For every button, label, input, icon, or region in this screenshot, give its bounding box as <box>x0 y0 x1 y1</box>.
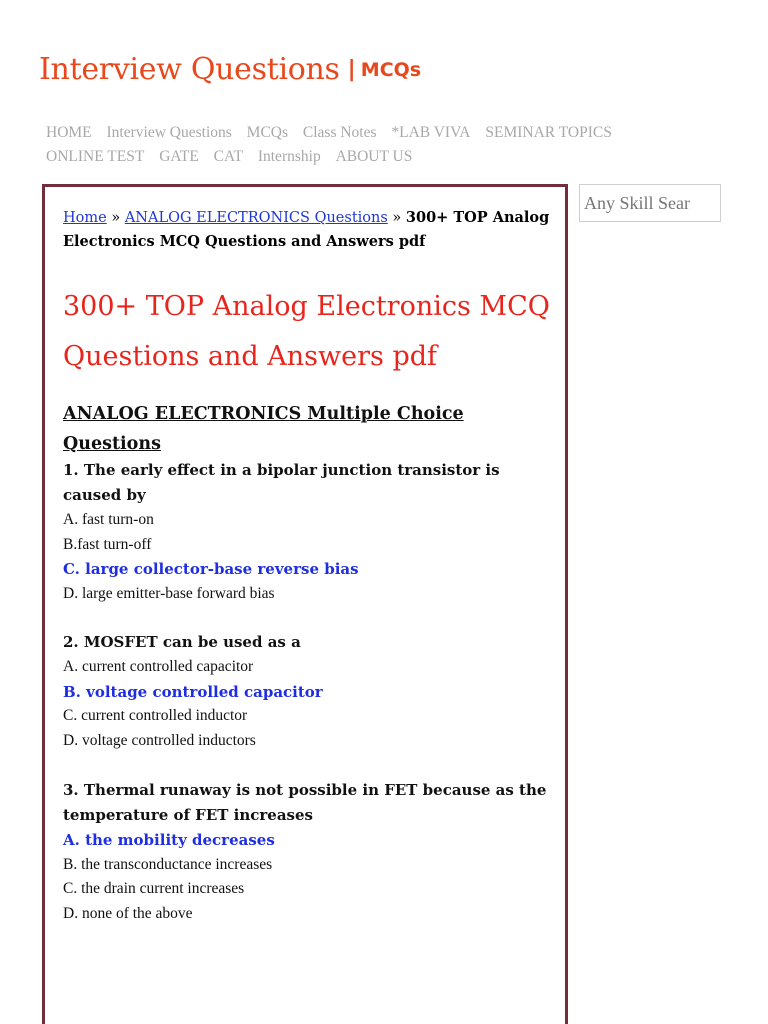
breadcrumb-separator: » <box>387 210 406 226</box>
nav-item-home[interactable]: HOME <box>46 124 92 141</box>
question-text: 3. Thermal runaway is not possible in FET because as the temperature of FET increases <box>63 781 547 824</box>
nav-item-class-notes[interactable]: Class Notes <box>302 124 377 141</box>
nav-item-internship[interactable]: Internship <box>257 148 321 165</box>
nav-item-mcqs[interactable]: MCQs <box>246 124 289 141</box>
page-title: 300+ TOP Analog Electronics MCQ Questions and Answers pdf <box>63 291 550 372</box>
option-c: C. current controlled inductor <box>63 707 248 724</box>
site-tagline: MCQs <box>360 59 422 81</box>
nav-item-seminar-topics[interactable]: SEMINAR TOPICS <box>485 124 612 141</box>
search-input[interactable] <box>579 184 721 222</box>
nav-item-cat[interactable]: CAT <box>213 148 243 165</box>
option-d: D. none of the above <box>63 904 193 922</box>
option-d: D. large emitter-base forward bias <box>63 584 275 602</box>
breadcrumb <box>63 206 553 254</box>
option-a-correct-answer: A. the mobility decreases <box>63 831 275 849</box>
breadcrumb-category-link[interactable]: ANALOG ELECTRONICS Questions <box>124 210 388 226</box>
nav-item-gate[interactable]: GATE <box>159 148 199 165</box>
site-header <box>39 52 421 87</box>
nav-item-online-test[interactable]: ONLINE TEST <box>46 148 145 165</box>
breadcrumb-current: 300+ TOP Analog Electronics MCQ Questions and Answers pdf <box>63 209 550 250</box>
header-separator: | <box>347 57 356 82</box>
question-block-2 <box>63 630 563 753</box>
option-a: A. fast turn-on <box>63 511 154 528</box>
option-b-correct-answer: B. voltage controlled capacitor <box>63 682 323 701</box>
section-heading: ANALOG ELECTRONICS Multiple Choice Questions <box>63 404 464 454</box>
nav-item-about-us[interactable]: ABOUT US <box>335 148 413 165</box>
option-a: A. current controlled capacitor <box>63 658 254 675</box>
article-content <box>42 184 568 1024</box>
site-title-link[interactable]: Interview Questions <box>39 52 340 87</box>
option-b: B.fast turn-off <box>63 535 152 553</box>
option-b: B. the transconductance increases <box>63 855 273 873</box>
breadcrumb-separator: » <box>106 210 125 226</box>
main-nav <box>46 121 686 169</box>
nav-item-interview-questions[interactable]: Interview Questions <box>106 124 232 141</box>
option-d: D. voltage controlled inductors <box>63 731 256 749</box>
question-block-1 <box>63 458 563 606</box>
nav-item-lab-viva[interactable]: *LAB VIVA <box>391 124 471 141</box>
question-block-3 <box>63 778 563 926</box>
option-c-correct-answer: C. large collector-base reverse bias <box>63 560 359 578</box>
question-text: 1. The early effect in a bipolar junction transistor is caused by <box>63 461 500 504</box>
breadcrumb-home-link[interactable]: Home <box>63 210 107 226</box>
question-text: 2. MOSFET can be used as a <box>63 633 301 651</box>
option-c: C. the drain current increases <box>63 880 245 897</box>
